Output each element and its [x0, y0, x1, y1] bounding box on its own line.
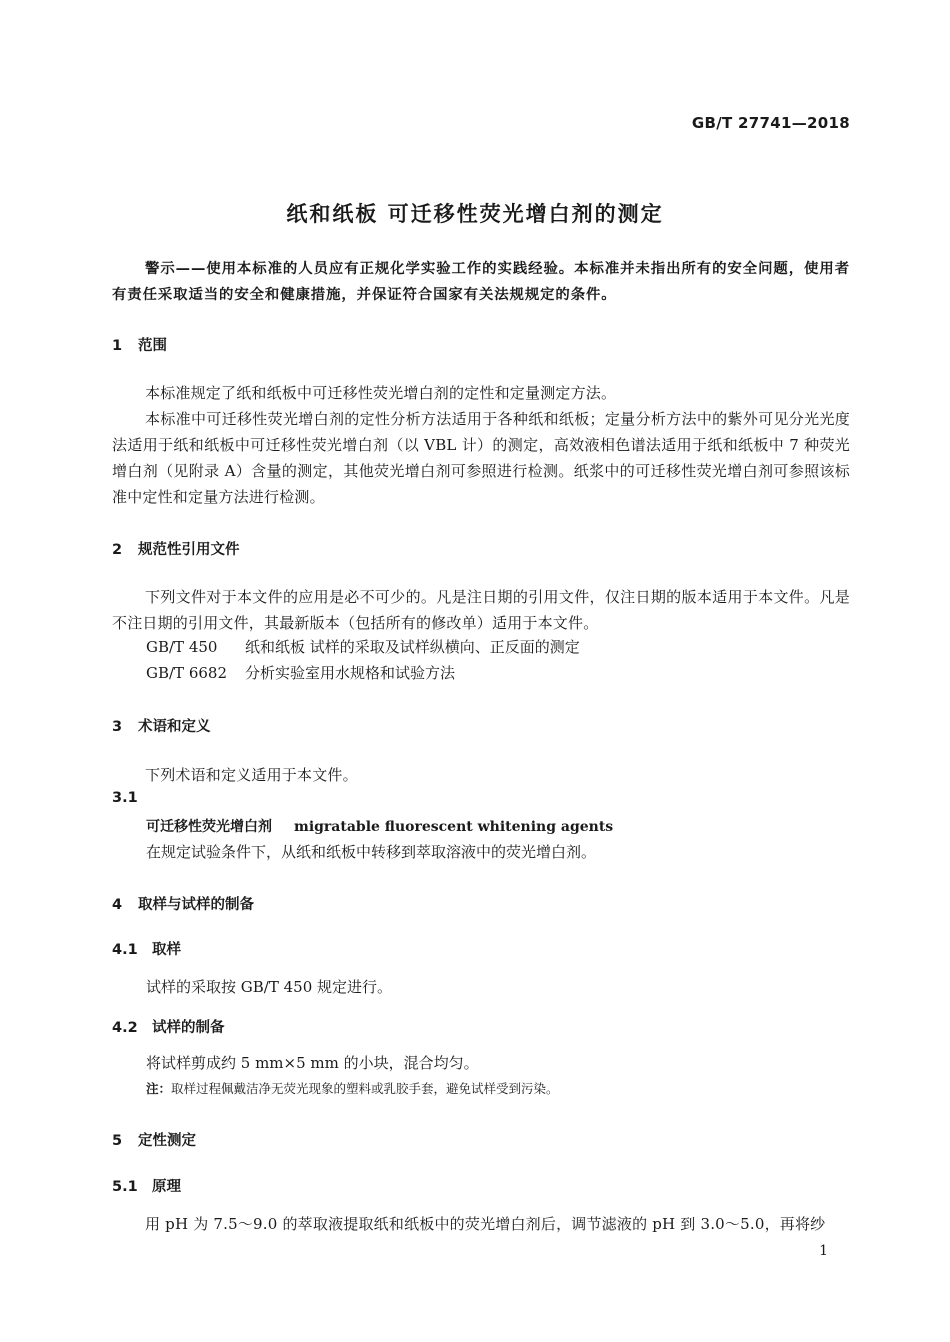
note-label: 注： — [146, 1081, 172, 1096]
section-title: 范围 — [138, 338, 167, 354]
section-title: 取样与试样的制备 — [138, 897, 254, 913]
term-entry — [146, 816, 613, 836]
subsection-title: 试样的制备 — [152, 1020, 225, 1036]
section-number: 1 — [112, 338, 123, 354]
section-title: 规范性引用文件 — [138, 542, 240, 558]
note-text: 取样过程佩戴洁净无荧光现象的塑料或乳胶手套，避免试样受到污染。 — [171, 1081, 559, 1096]
page-number: 1 — [819, 1243, 828, 1259]
subsection-heading-principle — [112, 1175, 181, 1196]
section-number: 4 — [112, 897, 123, 913]
paragraph: 将试样剪成约 5 mm×5 mm 的小块，混合均匀。 — [146, 1054, 479, 1072]
standard-code: GB/T 27741—2018 — [691, 114, 850, 132]
section-title: 术语和定义 — [138, 719, 211, 735]
section-heading-qualitative — [112, 1129, 196, 1150]
paragraph: 本标准中可迁移性荧光增白剂的定性分析方法适用于各种纸和纸板；定量分析方法中的紫外可见分光光度法适用于纸和纸板中可迁移性荧光增白剂（以 VBL 计）的测定，高效液相色谱法适用于纸和纸板中 7 种荧光增白剂（见附录 A）含量的测定，其他荧光增白剂可参照进行检测。纸浆中的可迁移性荧光增白剂可参照该标准中定性和定量方法进行检测。 — [112, 410, 850, 506]
reference-title: 分析实验室用水规格和试验方法 — [245, 664, 456, 682]
paragraph: 下列文件对于本文件的应用是必不可少的。凡是注日期的引用文件，仅注日期的版本适用于本文件。凡是不注日期的引用文件，其最新版本（包括所有的修改单）适用于本文件。 — [112, 588, 850, 632]
subsection-heading-preparation — [112, 1016, 225, 1037]
note — [146, 1079, 559, 1097]
reference-code: GB/T 6682 — [146, 664, 228, 682]
section-number: 3 — [112, 719, 123, 735]
reference-item — [146, 636, 580, 657]
term-number: 3.1 — [112, 790, 138, 806]
section-number: 5 — [112, 1133, 123, 1149]
reference-item — [146, 662, 455, 683]
subsection-title: 取样 — [152, 942, 181, 958]
subsection-number: 5.1 — [112, 1179, 138, 1195]
paragraph: 本标准规定了纸和纸板中可迁移性荧光增白剂的定性和定量测定方法。 — [145, 384, 617, 402]
section-heading-terms — [112, 715, 211, 736]
section-heading-sampling — [112, 893, 254, 914]
reference-code: GB/T 450 — [146, 638, 218, 656]
subsection-number: 4.1 — [112, 942, 138, 958]
section-title: 定性测定 — [138, 1133, 196, 1149]
warning-paragraph: 警示——使用本标准的人员应有正规化学实验工作的实践经验。本标准并未指出所有的安全问题，使用者有责任采取适当的安全和健康措施，并保证符合国家有关法规规定的条件。 — [112, 261, 850, 303]
reference-title: 纸和纸板 试样的采取及试样纵横向、正反面的测定 — [245, 638, 580, 656]
term-chinese: 可迁移性荧光增白剂 — [146, 819, 272, 835]
document-title: 纸和纸板 可迁移性荧光增白剂的测定 — [286, 202, 664, 226]
paragraph: 下列术语和定义适用于本文件。 — [145, 766, 358, 784]
section-heading-normative-references — [112, 538, 240, 559]
paragraph: 用 pH 为 7.5～9.0 的萃取液提取纸和纸板中的荧光增白剂后，调节滤液的 pH 到 3.0～5.0，再将纱 — [145, 1215, 826, 1233]
subsection-heading-sampling — [112, 938, 181, 959]
subsection-title: 原理 — [152, 1179, 181, 1195]
section-heading-scope — [112, 334, 167, 355]
section-number: 2 — [112, 542, 123, 558]
subsection-number: 4.2 — [112, 1020, 138, 1036]
term-definition: 在规定试验条件下，从纸和纸板中转移到萃取溶液中的荧光增白剂。 — [146, 843, 597, 861]
term-english: migratable fluorescent whitening agents — [294, 819, 614, 835]
paragraph: 试样的采取按 GB/T 450 规定进行。 — [146, 978, 392, 996]
